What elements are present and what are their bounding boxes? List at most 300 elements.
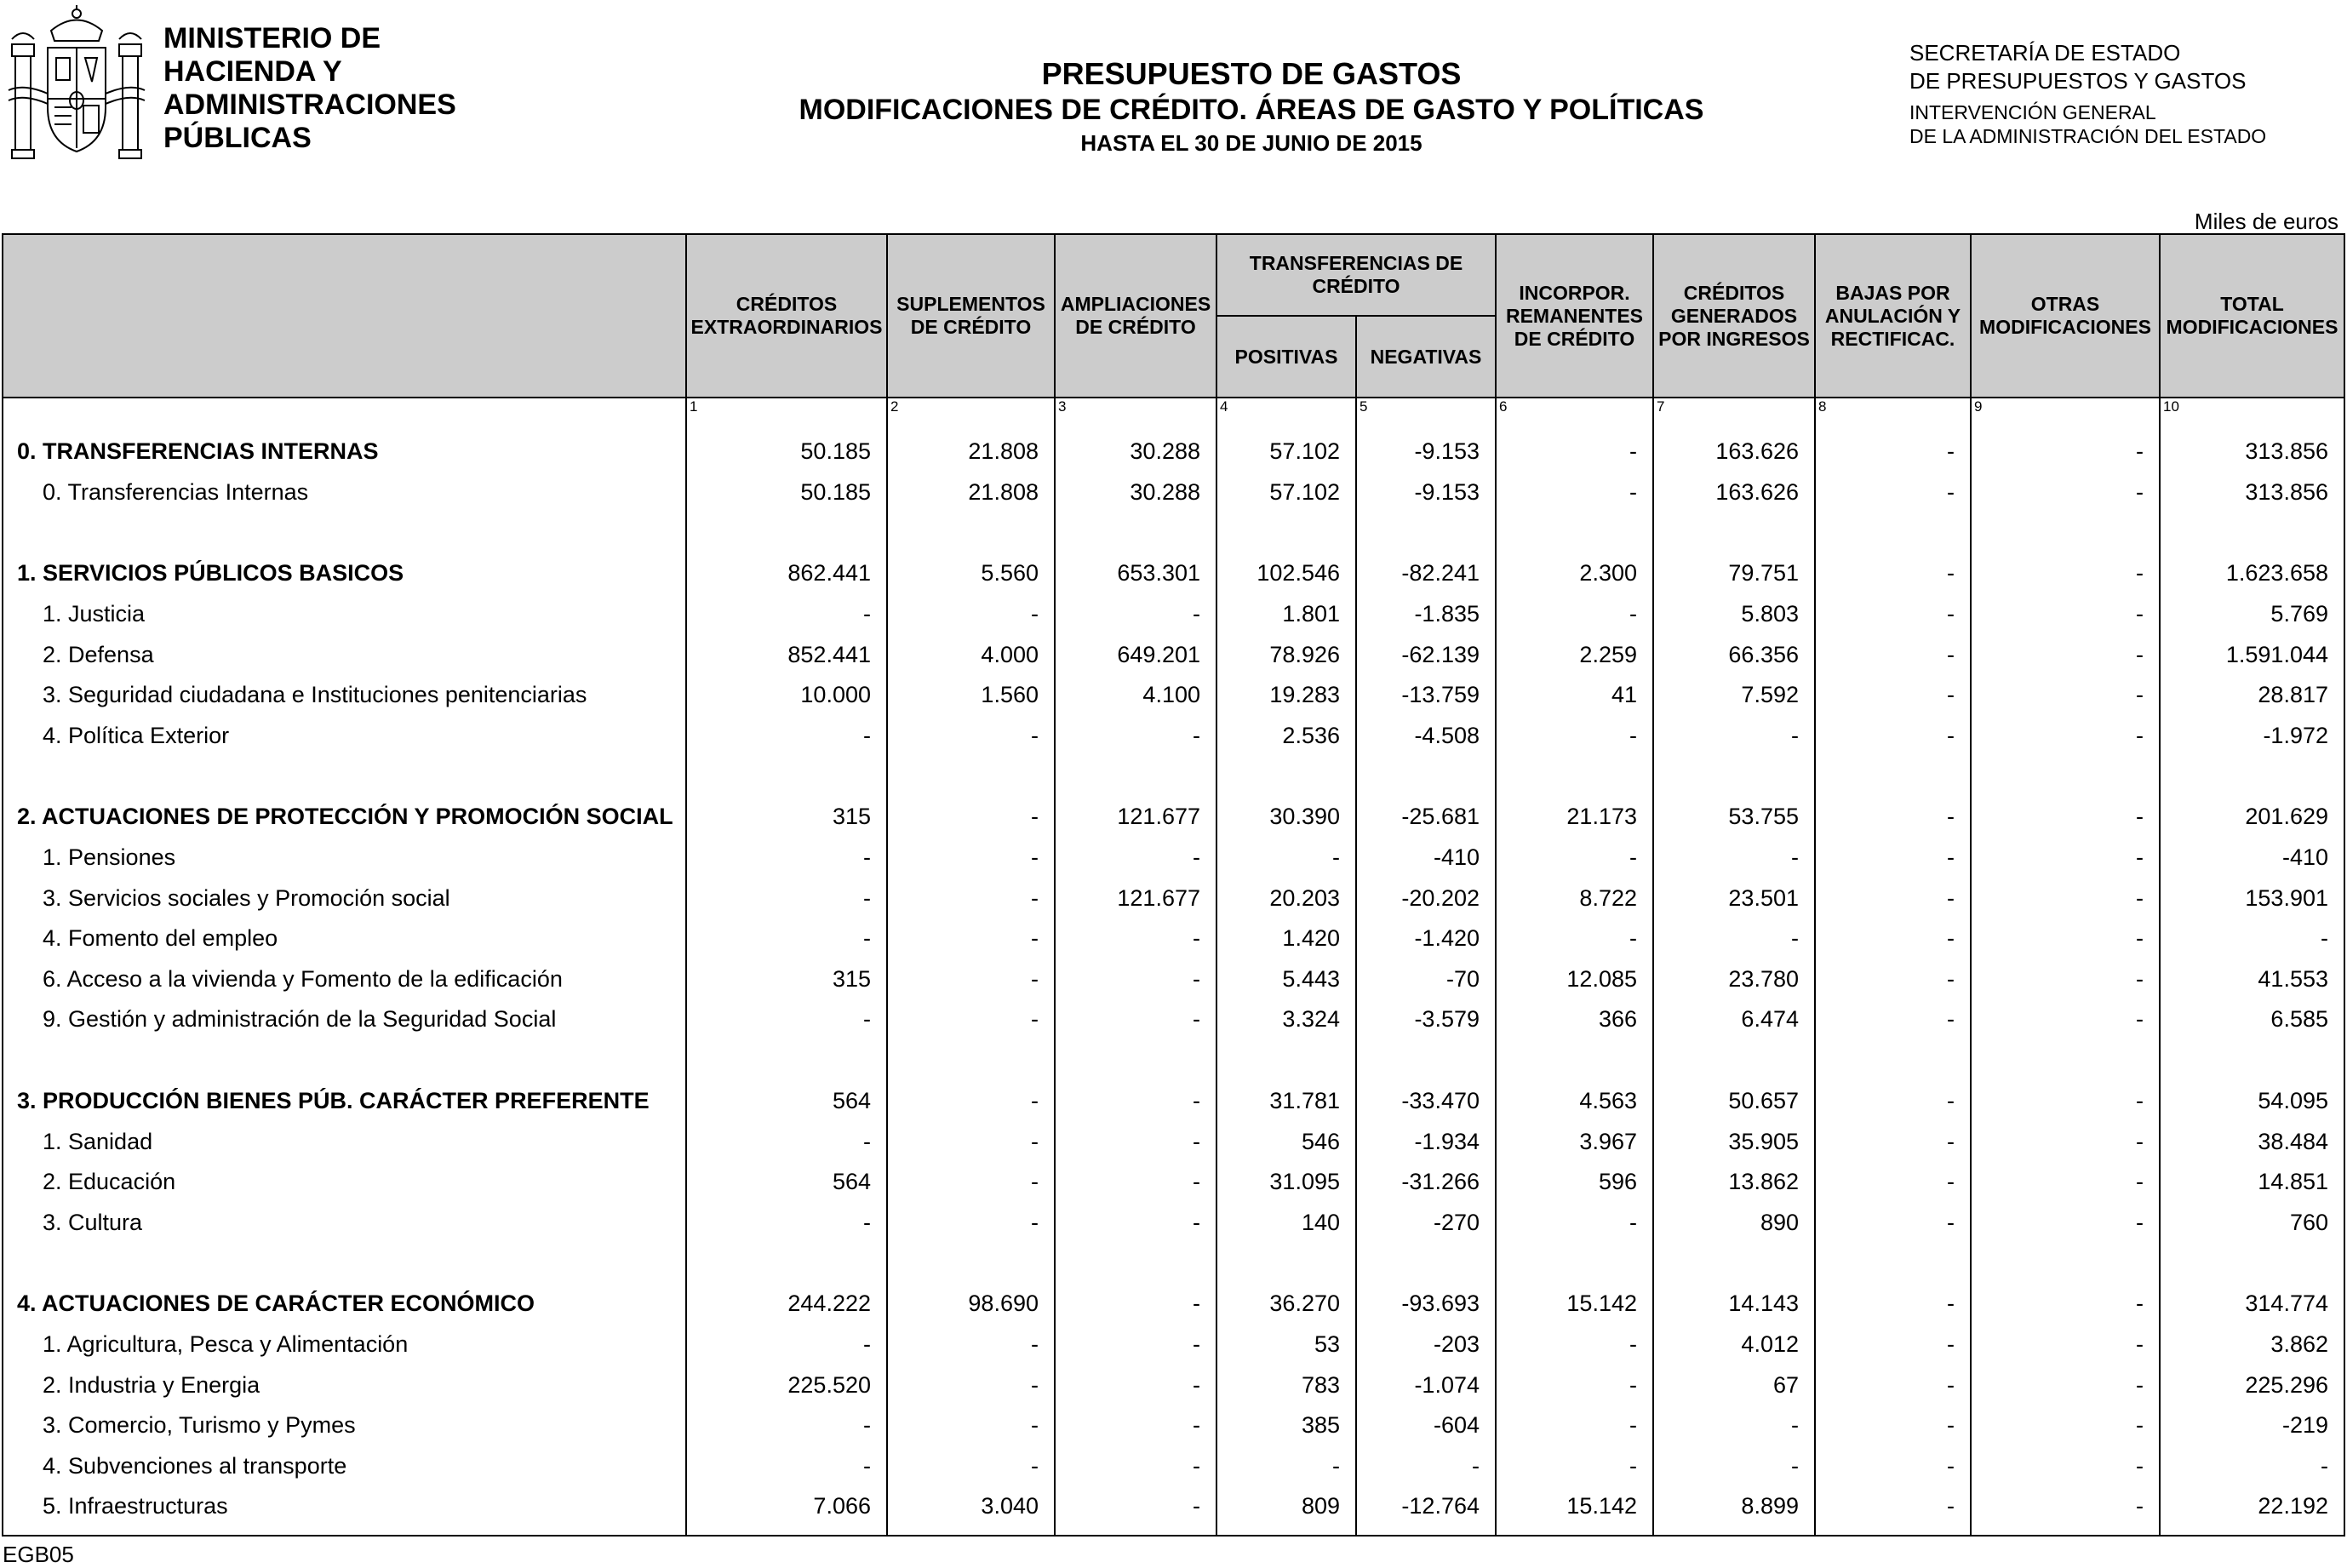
column-number: 6: [1496, 398, 1653, 432]
value-cell: -410: [1356, 838, 1496, 878]
value-cell: 6.474: [1653, 999, 1815, 1040]
value-cell: -: [1055, 1325, 1216, 1365]
spacer-cell: [2160, 756, 2344, 797]
value-cell: -: [1971, 1445, 2160, 1486]
table-row: [3, 634, 2344, 675]
row-label: 4. Fomento del empleo: [3, 918, 686, 959]
value-cell: 1.801: [1216, 594, 1356, 635]
value-cell: 10.000: [686, 675, 887, 716]
value-cell: -: [887, 1081, 1055, 1122]
value-cell: 783: [1216, 1365, 1356, 1405]
value-cell: 4.100: [1055, 675, 1216, 716]
row-label: 3. Comercio, Turismo y Pymes: [3, 1405, 686, 1446]
value-cell: -: [2160, 1445, 2344, 1486]
value-cell: 2.300: [1496, 553, 1653, 594]
value-cell: -: [1055, 1405, 1216, 1446]
value-cell: -93.693: [1356, 1284, 1496, 1325]
value-cell: -: [887, 1405, 1055, 1446]
spacer-cell: [1216, 512, 1356, 553]
value-cell: -9.153: [1356, 472, 1496, 513]
value-cell: -: [887, 959, 1055, 1000]
value-cell: -: [1971, 432, 2160, 472]
ministry-line: PÚBLICAS: [163, 122, 312, 154]
spacer-cell: [2160, 1040, 2344, 1081]
value-cell: -: [1815, 1284, 1971, 1325]
column-number-row: [3, 398, 2344, 432]
value-cell: 14.851: [2160, 1162, 2344, 1203]
spacer-cell: [887, 1040, 1055, 1081]
col-header-ampliaciones: AMPLIACIONES DE CRÉDITO: [1055, 234, 1216, 398]
ministry-name: [163, 22, 456, 155]
column-number: 9: [1971, 398, 2160, 432]
value-cell: -: [686, 878, 887, 918]
value-cell: -: [1971, 918, 2160, 959]
row-label: 3. Cultura: [3, 1203, 686, 1244]
value-cell: 313.856: [2160, 472, 2344, 513]
value-cell: -: [1971, 716, 2160, 757]
value-cell: -62.139: [1356, 634, 1496, 675]
value-cell: -: [887, 918, 1055, 959]
value-cell: -: [1653, 1405, 1815, 1446]
value-cell: -: [686, 1405, 887, 1446]
value-cell: 3.040: [887, 1486, 1055, 1527]
value-cell: -: [887, 797, 1055, 838]
value-cell: -: [686, 838, 887, 878]
table-row: [3, 716, 2344, 757]
value-cell: -: [1496, 838, 1653, 878]
value-cell: -: [686, 1445, 887, 1486]
value-cell: 890: [1653, 1203, 1815, 1244]
value-cell: 23.780: [1653, 959, 1815, 1000]
row-label: 0. TRANSFERENCIAS INTERNAS: [3, 432, 686, 472]
value-cell: -: [1971, 472, 2160, 513]
value-cell: 649.201: [1055, 634, 1216, 675]
value-cell: -: [1815, 1121, 1971, 1162]
value-cell: -: [1971, 1486, 2160, 1527]
value-cell: 31.781: [1216, 1081, 1356, 1122]
column-number: 4: [1216, 398, 1356, 432]
value-cell: -: [1055, 838, 1216, 878]
spacer-cell: [1216, 1040, 1356, 1081]
value-cell: -: [1971, 1405, 2160, 1446]
value-cell: -: [1971, 675, 2160, 716]
spacer-cell: [1216, 756, 1356, 797]
value-cell: 14.143: [1653, 1284, 1815, 1325]
value-cell: 30.390: [1216, 797, 1356, 838]
value-cell: 5.769: [2160, 594, 2344, 635]
value-cell: -: [887, 999, 1055, 1040]
value-cell: 564: [686, 1162, 887, 1203]
value-cell: 20.203: [1216, 878, 1356, 918]
filler-cell: [1971, 1527, 2160, 1536]
value-cell: -: [887, 1445, 1055, 1486]
value-cell: -: [1815, 999, 1971, 1040]
value-cell: 57.102: [1216, 472, 1356, 513]
value-cell: -13.759: [1356, 675, 1496, 716]
value-cell: -: [1971, 1365, 2160, 1405]
value-cell: -1.972: [2160, 716, 2344, 757]
spacer-cell: [1653, 756, 1815, 797]
column-number: 3: [1055, 398, 1216, 432]
row-label: 4. Política Exterior: [3, 716, 686, 757]
value-cell: 385: [1216, 1405, 1356, 1446]
row-label: 6. Acceso a la vivienda y Fomento de la edificación: [3, 959, 686, 1000]
value-cell: 15.142: [1496, 1486, 1653, 1527]
value-cell: 163.626: [1653, 472, 1815, 513]
value-cell: -: [686, 1203, 887, 1244]
col-header-positivas: POSITIVAS: [1216, 316, 1356, 398]
value-cell: 809: [1216, 1486, 1356, 1527]
value-cell: -: [1055, 1365, 1216, 1405]
spacer-cell: [2160, 512, 2344, 553]
spacer-cell: [1815, 512, 1971, 553]
value-cell: 15.142: [1496, 1284, 1653, 1325]
spacer-cell: [887, 512, 1055, 553]
value-cell: -: [686, 918, 887, 959]
intervencion-line: INTERVENCIÓN GENERAL: [1909, 101, 2156, 123]
ministry-line: ADMINISTRACIONES: [163, 89, 456, 121]
value-cell: -1.934: [1356, 1121, 1496, 1162]
value-cell: 564: [686, 1081, 887, 1122]
table-row: [3, 675, 2344, 716]
value-cell: -33.470: [1356, 1081, 1496, 1122]
value-cell: -: [1496, 1445, 1653, 1486]
spacer-cell: [1653, 512, 1815, 553]
row-label: 1. SERVICIOS PÚBLICOS BASICOS: [3, 553, 686, 594]
filler-row: [3, 1527, 2344, 1536]
value-cell: -12.764: [1356, 1486, 1496, 1527]
filler-cell: [1496, 1527, 1653, 1536]
value-cell: -: [1815, 1162, 1971, 1203]
value-cell: 3.862: [2160, 1325, 2344, 1365]
value-cell: 102.546: [1216, 553, 1356, 594]
spacer-cell: [1815, 756, 1971, 797]
table-row: [3, 594, 2344, 635]
value-cell: -: [1971, 797, 2160, 838]
value-cell: 57.102: [1216, 432, 1356, 472]
value-cell: -: [1971, 1203, 2160, 1244]
value-cell: -70: [1356, 959, 1496, 1000]
value-cell: 1.591.044: [2160, 634, 2344, 675]
units-label: Miles de euros: [2194, 209, 2338, 234]
value-cell: 41.553: [2160, 959, 2344, 1000]
value-cell: 313.856: [2160, 432, 2344, 472]
value-cell: -: [1815, 878, 1971, 918]
value-cell: -: [1971, 1162, 2160, 1203]
value-cell: -1.074: [1356, 1365, 1496, 1405]
value-cell: 653.301: [1055, 553, 1216, 594]
value-cell: -: [2160, 918, 2344, 959]
value-cell: -: [887, 1325, 1055, 1365]
value-cell: -: [1815, 1445, 1971, 1486]
spacer-cell: [887, 1243, 1055, 1284]
value-cell: 31.095: [1216, 1162, 1356, 1203]
value-cell: -604: [1356, 1405, 1496, 1446]
table-row: [3, 959, 2344, 1000]
spacer-cell: [686, 1040, 887, 1081]
row-label: 1. Agricultura, Pesca y Alimentación: [3, 1325, 686, 1365]
group-row: [3, 1284, 2344, 1325]
value-cell: 66.356: [1653, 634, 1815, 675]
value-cell: 8.899: [1653, 1486, 1815, 1527]
value-cell: -25.681: [1356, 797, 1496, 838]
row-label: 2. Defensa: [3, 634, 686, 675]
value-cell: -: [1496, 1203, 1653, 1244]
value-cell: 79.751: [1653, 553, 1815, 594]
value-cell: 121.677: [1055, 878, 1216, 918]
spacer-cell: [1815, 1243, 1971, 1284]
value-cell: 2.536: [1216, 716, 1356, 757]
value-cell: -: [1496, 1405, 1653, 1446]
intervencion-line: DE LA ADMINISTRACIÓN DEL ESTADO: [1909, 125, 2267, 147]
value-cell: 53: [1216, 1325, 1356, 1365]
value-cell: 1.420: [1216, 918, 1356, 959]
value-cell: -: [1055, 1203, 1216, 1244]
value-cell: -: [887, 1203, 1055, 1244]
value-cell: 38.484: [2160, 1121, 2344, 1162]
spacer-cell: [1496, 1243, 1653, 1284]
spacer-cell: [686, 756, 887, 797]
value-cell: -: [1653, 838, 1815, 878]
col-header-total: TOTAL MODIFICACIONES: [2160, 234, 2344, 398]
value-cell: -: [1496, 1325, 1653, 1365]
value-cell: 314.774: [2160, 1284, 2344, 1325]
table-row: [3, 1486, 2344, 1527]
value-cell: 12.085: [1496, 959, 1653, 1000]
spacer-cell: [1496, 756, 1653, 797]
group-row: [3, 553, 2344, 594]
value-cell: 41: [1496, 675, 1653, 716]
footer-code: EGB05: [3, 1542, 74, 1567]
value-cell: -: [1055, 918, 1216, 959]
value-cell: -31.266: [1356, 1162, 1496, 1203]
spacer-cell: [1653, 1243, 1815, 1284]
row-label: 2. Industria y Energia: [3, 1365, 686, 1405]
col-header-otras: OTRAS MODIFICACIONES: [1971, 234, 2160, 398]
column-number: 1: [686, 398, 887, 432]
row-label: 5. Infraestructuras: [3, 1486, 686, 1527]
table-row: [3, 838, 2344, 878]
value-cell: 163.626: [1653, 432, 1815, 472]
value-cell: -: [1815, 634, 1971, 675]
spacer-cell: [1815, 1040, 1971, 1081]
value-cell: -203: [1356, 1325, 1496, 1365]
table-row: [3, 1405, 2344, 1446]
secretaria-line: SECRETARÍA DE ESTADO: [1909, 40, 2181, 66]
value-cell: -: [1653, 716, 1815, 757]
value-cell: 1.560: [887, 675, 1055, 716]
value-cell: -4.508: [1356, 716, 1496, 757]
table-row: [3, 1121, 2344, 1162]
column-number: 10: [2160, 398, 2344, 432]
value-cell: -: [1971, 553, 2160, 594]
spacer-cell: [1055, 1040, 1216, 1081]
col-header-incorporaciones: INCORPOR. REMANENTES DE CRÉDITO: [1496, 234, 1653, 398]
value-cell: 50.185: [686, 432, 887, 472]
value-cell: -: [1055, 594, 1216, 635]
table-row: [3, 1365, 2344, 1405]
table-row: [3, 1445, 2344, 1486]
value-cell: -: [1971, 1284, 2160, 1325]
filler-cell: [1216, 1527, 1356, 1536]
spacer-cell: [1971, 756, 2160, 797]
value-cell: -410: [2160, 838, 2344, 878]
group-row: [3, 797, 2344, 838]
table-row: [3, 918, 2344, 959]
value-cell: -: [1815, 432, 1971, 472]
spacer-cell: [1653, 1040, 1815, 1081]
column-number: 7: [1653, 398, 1815, 432]
value-cell: 121.677: [1055, 797, 1216, 838]
spacer-cell: [686, 512, 887, 553]
row-label: 2. ACTUACIONES DE PROTECCIÓN Y PROMOCIÓN SOCIAL: [3, 797, 686, 838]
value-cell: -: [1216, 1445, 1356, 1486]
value-cell: -: [1971, 878, 2160, 918]
budget-modifications-table: [2, 233, 2345, 1537]
coat-of-arms-logo: [7, 5, 146, 167]
value-cell: -82.241: [1356, 553, 1496, 594]
value-cell: 1.623.658: [2160, 553, 2344, 594]
value-cell: 13.862: [1653, 1162, 1815, 1203]
spacer-row: [3, 756, 2344, 797]
spacer-cell: [1356, 1040, 1496, 1081]
value-cell: 546: [1216, 1121, 1356, 1162]
value-cell: 760: [2160, 1203, 2344, 1244]
value-cell: 225.296: [2160, 1365, 2344, 1405]
row-label: 3. PRODUCCIÓN BIENES PÚB. CARÁCTER PREFERENTE: [3, 1081, 686, 1122]
value-cell: -: [1055, 959, 1216, 1000]
value-cell: -: [887, 838, 1055, 878]
filler-cell: [887, 1527, 1055, 1536]
value-cell: -: [1815, 675, 1971, 716]
spacer-cell: [686, 1243, 887, 1284]
value-cell: 140: [1216, 1203, 1356, 1244]
spacer-cell: [1055, 1243, 1216, 1284]
value-cell: -: [1971, 1121, 2160, 1162]
value-cell: -: [1055, 1486, 1216, 1527]
value-cell: -: [1496, 432, 1653, 472]
value-cell: 4.563: [1496, 1081, 1653, 1122]
value-cell: 35.905: [1653, 1121, 1815, 1162]
row-label: 3. Servicios sociales y Promoción social: [3, 878, 686, 918]
group-row: [3, 1081, 2344, 1122]
table-row: [3, 999, 2344, 1040]
value-cell: 201.629: [2160, 797, 2344, 838]
value-cell: -: [1216, 838, 1356, 878]
col-header-suplementos: SUPLEMENTOS DE CRÉDITO: [887, 234, 1055, 398]
value-cell: -: [887, 1121, 1055, 1162]
spacer-cell: [1356, 512, 1496, 553]
value-cell: 54.095: [2160, 1081, 2344, 1122]
spacer-cell: [3, 1243, 686, 1284]
value-cell: 852.441: [686, 634, 887, 675]
ministry-line: HACIENDA Y: [163, 55, 342, 88]
column-number: 8: [1815, 398, 1971, 432]
value-cell: -: [1971, 959, 2160, 1000]
spacer-cell: [1971, 512, 2160, 553]
value-cell: -: [1496, 594, 1653, 635]
value-cell: -: [1815, 472, 1971, 513]
value-cell: 28.817: [2160, 675, 2344, 716]
table-row: [3, 878, 2344, 918]
value-cell: -: [1815, 1365, 1971, 1405]
value-cell: -: [1496, 472, 1653, 513]
report-title: PRESUPUESTO DE GASTOS: [1041, 56, 1462, 91]
value-cell: 4.000: [887, 634, 1055, 675]
value-cell: -9.153: [1356, 432, 1496, 472]
value-cell: -: [1971, 999, 2160, 1040]
spacer-cell: [1055, 512, 1216, 553]
value-cell: -: [1055, 1445, 1216, 1486]
spacer-cell: [1971, 1040, 2160, 1081]
filler-cell: [1653, 1527, 1815, 1536]
value-cell: -: [1055, 1121, 1216, 1162]
report-date: HASTA EL 30 DE JUNIO DE 2015: [1080, 130, 1423, 156]
report-subtitle: MODIFICACIONES DE CRÉDITO. ÁREAS DE GASTO Y POLÍTICAS: [799, 94, 1704, 126]
value-cell: -: [1055, 1284, 1216, 1325]
value-cell: 98.690: [887, 1284, 1055, 1325]
col-header-extraordinarios: CRÉDITOS EXTRAORDINARIOS: [686, 234, 887, 398]
value-cell: -: [1356, 1445, 1496, 1486]
spacer-cell: [1496, 512, 1653, 553]
value-cell: 315: [686, 797, 887, 838]
value-cell: -: [1815, 838, 1971, 878]
value-cell: 22.192: [2160, 1486, 2344, 1527]
value-cell: 153.901: [2160, 878, 2344, 918]
value-cell: -1.420: [1356, 918, 1496, 959]
value-cell: -: [1496, 1365, 1653, 1405]
value-cell: -: [887, 1365, 1055, 1405]
spacer-cell: [1356, 1243, 1496, 1284]
filler-cell: [686, 1527, 887, 1536]
value-cell: -: [1815, 797, 1971, 838]
spacer-cell: [2160, 1243, 2344, 1284]
spacer-cell: [1216, 1243, 1356, 1284]
filler-cell: [1055, 1527, 1216, 1536]
value-cell: -: [1055, 716, 1216, 757]
value-cell: 5.560: [887, 553, 1055, 594]
value-cell: -: [686, 716, 887, 757]
value-cell: -: [686, 1121, 887, 1162]
value-cell: 2.259: [1496, 634, 1653, 675]
spacer-cell: [3, 1040, 686, 1081]
row-label: 4. Subvenciones al transporte: [3, 1445, 686, 1486]
col-header-generados: CRÉDITOS GENERADOS POR INGRESOS: [1653, 234, 1815, 398]
col-header-bajas: BAJAS POR ANULACIÓN Y RECTIFICAC.: [1815, 234, 1971, 398]
value-cell: -: [1055, 999, 1216, 1040]
table-row: [3, 1203, 2344, 1244]
value-cell: -: [1815, 1081, 1971, 1122]
table-row: [3, 1325, 2344, 1365]
value-cell: 7.066: [686, 1486, 887, 1527]
header-label-cell: [3, 234, 686, 398]
value-cell: -: [887, 1162, 1055, 1203]
value-cell: -: [1055, 1162, 1216, 1203]
value-cell: 8.722: [1496, 878, 1653, 918]
value-cell: -: [887, 878, 1055, 918]
value-cell: -: [1971, 1325, 2160, 1365]
value-cell: -219: [2160, 1405, 2344, 1446]
value-cell: -: [1653, 1445, 1815, 1486]
row-label: 3. Seguridad ciudadana e Instituciones penitenciarias: [3, 675, 686, 716]
value-cell: 30.288: [1055, 432, 1216, 472]
value-cell: -: [887, 594, 1055, 635]
value-cell: 5.443: [1216, 959, 1356, 1000]
value-cell: -: [1971, 634, 2160, 675]
column-number-blank: [3, 398, 686, 432]
row-label: 0. Transferencias Internas: [3, 472, 686, 513]
value-cell: -: [1815, 1405, 1971, 1446]
